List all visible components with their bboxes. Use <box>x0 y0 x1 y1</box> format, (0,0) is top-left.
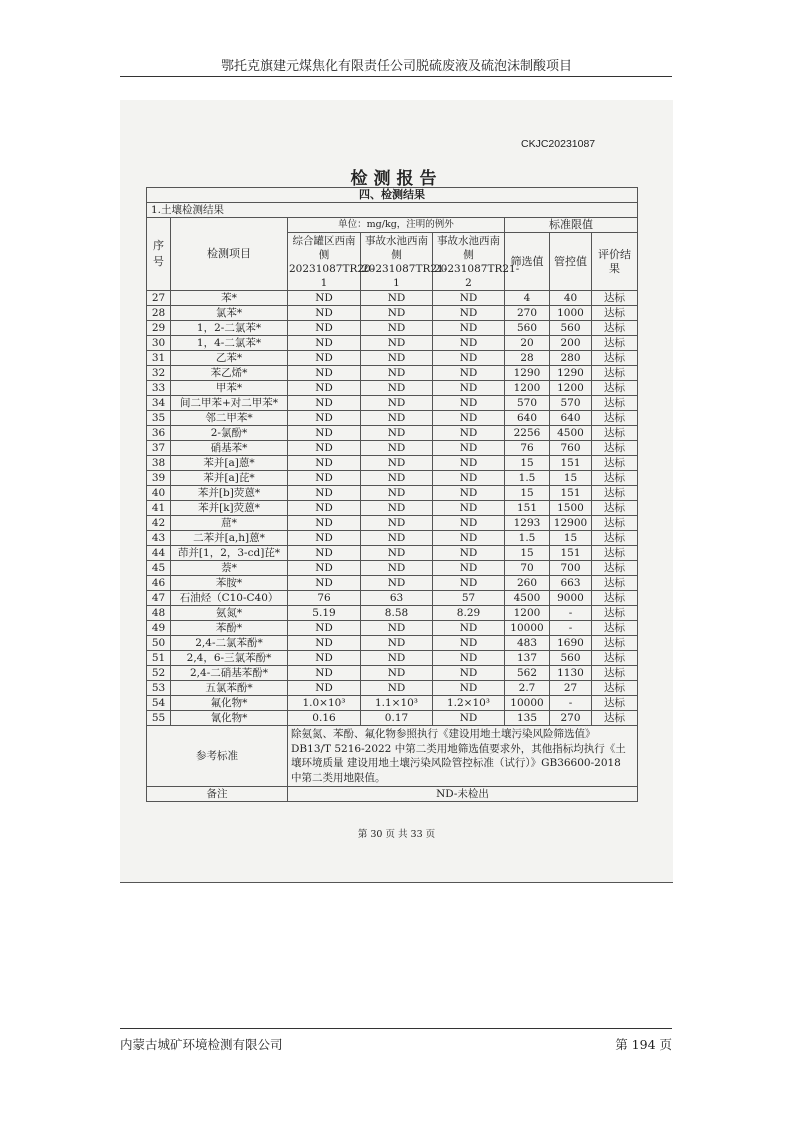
table-row <box>147 501 638 516</box>
cell-item: 石油烃（C10-C40） <box>171 591 288 606</box>
cell-evaluation: 达标 <box>592 396 638 411</box>
cell-evaluation: 达标 <box>592 651 638 666</box>
cell-control-value: 27 <box>550 681 592 696</box>
cell-item: 苯乙烯* <box>171 366 288 381</box>
cell-item: 1，4-二氯苯* <box>171 336 288 351</box>
header-rule <box>120 76 672 77</box>
cell-screen-value: 10000 <box>505 696 550 711</box>
cell-control-value: 151 <box>550 456 592 471</box>
cell-sample-2: ND <box>361 366 433 381</box>
cell-evaluation: 达标 <box>592 351 638 366</box>
cell-sample-3: 1.2×10³ <box>433 696 505 711</box>
cell-evaluation: 达标 <box>592 621 638 636</box>
table-row <box>147 591 638 606</box>
table-row <box>147 576 638 591</box>
cell-seq: 44 <box>147 546 171 561</box>
cell-screen-value: 135 <box>505 711 550 726</box>
cell-control-value: 280 <box>550 351 592 366</box>
cell-sample-2: ND <box>361 636 433 651</box>
table-row <box>147 681 638 696</box>
cell-sample-2: ND <box>361 576 433 591</box>
header-unit-note: 单位：mg/kg，注明的例外 <box>288 218 505 233</box>
table-row <box>147 471 638 486</box>
cell-control-value: 40 <box>550 291 592 306</box>
cell-sample-2: ND <box>361 336 433 351</box>
cell-sample-1: ND <box>288 516 361 531</box>
cell-sample-1: ND <box>288 306 361 321</box>
table-row <box>147 306 638 321</box>
cell-item: 乙苯* <box>171 351 288 366</box>
table-row <box>147 666 638 681</box>
header-evaluation: 评价结果 <box>592 233 638 291</box>
cell-sample-1: ND <box>288 291 361 306</box>
cell-seq: 42 <box>147 516 171 531</box>
cell-seq: 29 <box>147 321 171 336</box>
cell-sample-2: 8.58 <box>361 606 433 621</box>
cell-sample-3: ND <box>433 531 505 546</box>
cell-screen-value: 15 <box>505 546 550 561</box>
table-row <box>147 351 638 366</box>
cell-screen-value: 640 <box>505 411 550 426</box>
document-header: 鄂托克旗建元煤焦化有限责任公司脱硫废液及硫泡沫制酸项目 <box>220 59 572 74</box>
cell-sample-3: ND <box>433 576 505 591</box>
header-sample-3: 事故水池西南侧20231087TR21-2 <box>434 234 520 289</box>
cell-sample-1: ND <box>288 441 361 456</box>
cell-screen-value: 260 <box>505 576 550 591</box>
cell-sample-1: ND <box>288 411 361 426</box>
cell-screen-value: 151 <box>505 501 550 516</box>
table-row <box>147 531 638 546</box>
cell-control-value: 1130 <box>550 666 592 681</box>
cell-seq: 55 <box>147 711 171 726</box>
cell-item: 苯并[a]蒽* <box>171 456 288 471</box>
cell-item: 苯酚* <box>171 621 288 636</box>
cell-control-value: 560 <box>550 651 592 666</box>
cell-control-value: 1690 <box>550 636 592 651</box>
cell-seq: 52 <box>147 666 171 681</box>
cell-evaluation: 达标 <box>592 291 638 306</box>
table-row <box>147 336 638 351</box>
cell-sample-3: ND <box>433 441 505 456</box>
table-row <box>147 426 638 441</box>
cell-control-value: 700 <box>550 561 592 576</box>
cell-sample-2: ND <box>361 351 433 366</box>
footer-page-number: 第 194 页 <box>615 1037 672 1052</box>
cell-screen-value: 2256 <box>505 426 550 441</box>
cell-item: 氟化物* <box>171 696 288 711</box>
cell-seq: 30 <box>147 336 171 351</box>
cell-screen-value: 20 <box>505 336 550 351</box>
table-row <box>147 396 638 411</box>
cell-item: 五氯苯酚* <box>171 681 288 696</box>
cell-item: 苯并[b]荧蒽* <box>171 486 288 501</box>
cell-evaluation: 达标 <box>592 426 638 441</box>
cell-screen-value: 1.5 <box>505 471 550 486</box>
cell-sample-2: 1.1×10³ <box>361 696 433 711</box>
cell-screen-value: 4 <box>505 291 550 306</box>
header-screen-value: 筛选值 <box>505 233 550 291</box>
cell-evaluation: 达标 <box>592 516 638 531</box>
cell-seq: 51 <box>147 651 171 666</box>
cell-sample-3: ND <box>433 471 505 486</box>
cell-control-value: - <box>550 621 592 636</box>
cell-seq: 34 <box>147 396 171 411</box>
header-sample-2: 事故水池西南侧20231087TR21-1 <box>362 234 448 289</box>
cell-sample-1: ND <box>288 666 361 681</box>
table-row <box>147 636 638 651</box>
soil-results-table <box>146 187 638 802</box>
table-row <box>147 456 638 471</box>
cell-seq: 47 <box>147 591 171 606</box>
table-row <box>147 381 638 396</box>
cell-screen-value: 15 <box>505 486 550 501</box>
cell-screen-value: 70 <box>505 561 550 576</box>
cell-screen-value: 562 <box>505 666 550 681</box>
cell-sample-1: ND <box>288 636 361 651</box>
note-text: ND-未检出 <box>288 787 638 802</box>
cell-seq: 53 <box>147 681 171 696</box>
cell-evaluation: 达标 <box>592 486 638 501</box>
cell-seq: 43 <box>147 531 171 546</box>
cell-item: 硝基苯* <box>171 441 288 456</box>
cell-sample-1: ND <box>288 576 361 591</box>
cell-item: 1，2-二氯苯* <box>171 321 288 336</box>
cell-seq: 32 <box>147 366 171 381</box>
cell-sample-3: ND <box>433 711 505 726</box>
cell-sample-1: 1.0×10³ <box>288 696 361 711</box>
cell-item: 邻二甲苯* <box>171 411 288 426</box>
cell-seq: 41 <box>147 501 171 516</box>
cell-sample-2: ND <box>361 681 433 696</box>
cell-evaluation: 达标 <box>592 696 638 711</box>
cell-control-value: 4500 <box>550 426 592 441</box>
cell-seq: 36 <box>147 426 171 441</box>
cell-screen-value: 1290 <box>505 366 550 381</box>
cell-control-value: 270 <box>550 711 592 726</box>
cell-evaluation: 达标 <box>592 711 638 726</box>
cell-seq: 48 <box>147 606 171 621</box>
table-row <box>147 321 638 336</box>
cell-item: 氰化物* <box>171 711 288 726</box>
cell-evaluation: 达标 <box>592 321 638 336</box>
cell-seq: 39 <box>147 471 171 486</box>
report-number: CKJC20231087 <box>521 138 596 150</box>
cell-seq: 28 <box>147 306 171 321</box>
cell-item: 苯胺* <box>171 576 288 591</box>
cell-item: 2,4-二氯苯酚* <box>171 636 288 651</box>
cell-item: 2,4-二硝基苯酚* <box>171 666 288 681</box>
cell-sample-1: ND <box>288 471 361 486</box>
cell-sample-1: ND <box>288 366 361 381</box>
cell-sample-3: 57 <box>433 591 505 606</box>
cell-evaluation: 达标 <box>592 366 638 381</box>
cell-sample-1: 0.16 <box>288 711 361 726</box>
cell-seq: 27 <box>147 291 171 306</box>
note-label: 备注 <box>147 787 288 802</box>
table-row <box>147 441 638 456</box>
header-control-value: 管控值 <box>550 233 592 291</box>
cell-sample-3: ND <box>433 336 505 351</box>
cell-sample-2: ND <box>361 441 433 456</box>
cell-sample-2: ND <box>361 516 433 531</box>
cell-sample-1: 76 <box>288 591 361 606</box>
cell-sample-1: ND <box>288 546 361 561</box>
cell-sample-2: ND <box>361 651 433 666</box>
reference-text: 除氨氮、苯酚、氟化物参照执行《建设用地土壤污染风险筛选值》DB13/T 5216-2022 中第二类用地筛选值要求外，其他指标均执行《土壤环境质量 建设用地土壤污染风险管控标准（试行）》GB36600-2018 中第二类用地限值。 <box>288 726 638 787</box>
cell-evaluation: 达标 <box>592 576 638 591</box>
cell-evaluation: 达标 <box>592 606 638 621</box>
cell-sample-1: ND <box>288 651 361 666</box>
cell-sample-2: ND <box>361 486 433 501</box>
cell-control-value: 15 <box>550 531 592 546</box>
cell-evaluation: 达标 <box>592 681 638 696</box>
cell-control-value: 570 <box>550 396 592 411</box>
cell-sample-1: ND <box>288 531 361 546</box>
cell-evaluation: 达标 <box>592 591 638 606</box>
table-row <box>147 546 638 561</box>
cell-item: 苯并[k]荧蒽* <box>171 501 288 516</box>
cell-screen-value: 1200 <box>505 606 550 621</box>
cell-sample-1: 5.19 <box>288 606 361 621</box>
header-standard: 标准限值 <box>505 218 638 233</box>
cell-sample-2: ND <box>361 666 433 681</box>
cell-screen-value: 1200 <box>505 381 550 396</box>
cell-sample-1: ND <box>288 351 361 366</box>
cell-sample-3: ND <box>433 621 505 636</box>
table-row <box>147 711 638 726</box>
cell-screen-value: 483 <box>505 636 550 651</box>
cell-seq: 49 <box>147 621 171 636</box>
cell-control-value: 560 <box>550 321 592 336</box>
cell-sample-3: ND <box>433 366 505 381</box>
cell-control-value: 1000 <box>550 306 592 321</box>
cell-evaluation: 达标 <box>592 531 638 546</box>
cell-control-value: 1500 <box>550 501 592 516</box>
cell-sample-1: ND <box>288 486 361 501</box>
subsection-title: 1.土壤检测结果 <box>147 203 638 218</box>
cell-seq: 45 <box>147 561 171 576</box>
header-sample-1: 综合罐区西南侧20231087TR20-1 <box>289 234 375 289</box>
cell-control-value: 151 <box>550 486 592 501</box>
cell-item: 萘* <box>171 561 288 576</box>
cell-sample-3: ND <box>433 306 505 321</box>
header-seq: 序号 <box>147 218 171 291</box>
cell-sample-2: ND <box>361 396 433 411</box>
cell-sample-3: ND <box>433 636 505 651</box>
table-row <box>147 291 638 306</box>
cell-sample-1: ND <box>288 561 361 576</box>
cell-evaluation: 达标 <box>592 336 638 351</box>
cell-screen-value: 570 <box>505 396 550 411</box>
cell-seq: 40 <box>147 486 171 501</box>
cell-sample-3: ND <box>433 651 505 666</box>
cell-sample-3: 8.29 <box>433 606 505 621</box>
cell-item: 茚并[1，2，3-cd]芘* <box>171 546 288 561</box>
cell-sample-2: ND <box>361 561 433 576</box>
cell-sample-2: ND <box>361 306 433 321</box>
cell-seq: 37 <box>147 441 171 456</box>
footer-rule <box>120 1028 672 1029</box>
cell-item: 苯* <box>171 291 288 306</box>
cell-control-value: 151 <box>550 546 592 561</box>
cell-control-value: 9000 <box>550 591 592 606</box>
cell-screen-value: 15 <box>505 456 550 471</box>
cell-sample-1: ND <box>288 396 361 411</box>
cell-control-value: - <box>550 696 592 711</box>
cell-sample-3: ND <box>433 666 505 681</box>
cell-sample-2: ND <box>361 411 433 426</box>
cell-control-value: 640 <box>550 411 592 426</box>
cell-item: 二苯并[a,h]蒽* <box>171 531 288 546</box>
cell-sample-3: ND <box>433 486 505 501</box>
cell-sample-2: 0.17 <box>361 711 433 726</box>
cell-evaluation: 达标 <box>592 501 638 516</box>
cell-screen-value: 1293 <box>505 516 550 531</box>
table-row <box>147 651 638 666</box>
cell-screen-value: 560 <box>505 321 550 336</box>
cell-seq: 31 <box>147 351 171 366</box>
cell-item: 苯并[a]芘* <box>171 471 288 486</box>
cell-sample-3: ND <box>433 291 505 306</box>
report-title: 检测报告 <box>350 169 443 189</box>
cell-sample-3: ND <box>433 516 505 531</box>
cell-sample-2: ND <box>361 471 433 486</box>
page-indicator: 第 30 页 共 33 页 <box>357 829 436 840</box>
cell-sample-2: ND <box>361 546 433 561</box>
cell-evaluation: 达标 <box>592 471 638 486</box>
cell-evaluation: 达标 <box>592 441 638 456</box>
cell-control-value: 15 <box>550 471 592 486</box>
cell-seq: 46 <box>147 576 171 591</box>
cell-sample-3: ND <box>433 501 505 516</box>
section-title: 四、检测结果 <box>147 188 638 203</box>
cell-evaluation: 达标 <box>592 411 638 426</box>
cell-sample-3: ND <box>433 561 505 576</box>
table-row <box>147 486 638 501</box>
cell-seq: 35 <box>147 411 171 426</box>
cell-seq: 38 <box>147 456 171 471</box>
table-row <box>147 621 638 636</box>
cell-evaluation: 达标 <box>592 666 638 681</box>
table-row <box>147 561 638 576</box>
cell-evaluation: 达标 <box>592 561 638 576</box>
cell-control-value: 1200 <box>550 381 592 396</box>
cell-screen-value: 76 <box>505 441 550 456</box>
cell-item: 氯苯* <box>171 306 288 321</box>
cell-control-value: 663 <box>550 576 592 591</box>
table-row <box>147 366 638 381</box>
cell-screen-value: 137 <box>505 651 550 666</box>
cell-sample-1: ND <box>288 381 361 396</box>
cell-sample-3: ND <box>433 411 505 426</box>
scan-bottom-rule <box>120 882 673 883</box>
footer-company: 内蒙古城矿环境检测有限公司 <box>120 1037 283 1052</box>
cell-sample-2: ND <box>361 381 433 396</box>
cell-screen-value: 10000 <box>505 621 550 636</box>
cell-control-value: 200 <box>550 336 592 351</box>
cell-screen-value: 2.7 <box>505 681 550 696</box>
cell-screen-value: 1.5 <box>505 531 550 546</box>
cell-seq: 50 <box>147 636 171 651</box>
table-row <box>147 696 638 711</box>
cell-item: 2,4，6-三氯苯酚* <box>171 651 288 666</box>
cell-item: 䓛* <box>171 516 288 531</box>
cell-sample-2: ND <box>361 426 433 441</box>
table-row <box>147 411 638 426</box>
cell-sample-2: ND <box>361 291 433 306</box>
cell-evaluation: 达标 <box>592 636 638 651</box>
cell-sample-3: ND <box>433 546 505 561</box>
cell-sample-2: ND <box>361 456 433 471</box>
cell-item: 氨氮* <box>171 606 288 621</box>
cell-item: 间二甲苯+对二甲苯* <box>171 396 288 411</box>
header-item: 检测项目 <box>171 218 288 291</box>
cell-control-value: 12900 <box>550 516 592 531</box>
cell-sample-3: ND <box>433 351 505 366</box>
cell-sample-1: ND <box>288 501 361 516</box>
cell-sample-3: ND <box>433 456 505 471</box>
cell-sample-1: ND <box>288 426 361 441</box>
cell-sample-1: ND <box>288 681 361 696</box>
cell-control-value: - <box>550 606 592 621</box>
cell-sample-2: ND <box>361 501 433 516</box>
cell-evaluation: 达标 <box>592 546 638 561</box>
cell-sample-1: ND <box>288 456 361 471</box>
cell-sample-1: ND <box>288 621 361 636</box>
table-row <box>147 516 638 531</box>
cell-sample-3: ND <box>433 396 505 411</box>
cell-item: 2-氯酚* <box>171 426 288 441</box>
cell-evaluation: 达标 <box>592 456 638 471</box>
cell-sample-3: ND <box>433 321 505 336</box>
cell-control-value: 1290 <box>550 366 592 381</box>
cell-sample-1: ND <box>288 336 361 351</box>
cell-evaluation: 达标 <box>592 306 638 321</box>
cell-screen-value: 270 <box>505 306 550 321</box>
reference-label: 参考标准 <box>147 726 288 787</box>
cell-sample-1: ND <box>288 321 361 336</box>
cell-item: 甲苯* <box>171 381 288 396</box>
cell-control-value: 760 <box>550 441 592 456</box>
table-row <box>147 606 638 621</box>
cell-sample-2: 63 <box>361 591 433 606</box>
cell-sample-3: ND <box>433 381 505 396</box>
cell-screen-value: 28 <box>505 351 550 366</box>
cell-evaluation: 达标 <box>592 381 638 396</box>
cell-sample-2: ND <box>361 621 433 636</box>
cell-seq: 33 <box>147 381 171 396</box>
cell-screen-value: 4500 <box>505 591 550 606</box>
cell-seq: 54 <box>147 696 171 711</box>
cell-sample-2: ND <box>361 531 433 546</box>
cell-sample-2: ND <box>361 321 433 336</box>
cell-sample-3: ND <box>433 681 505 696</box>
cell-sample-3: ND <box>433 426 505 441</box>
